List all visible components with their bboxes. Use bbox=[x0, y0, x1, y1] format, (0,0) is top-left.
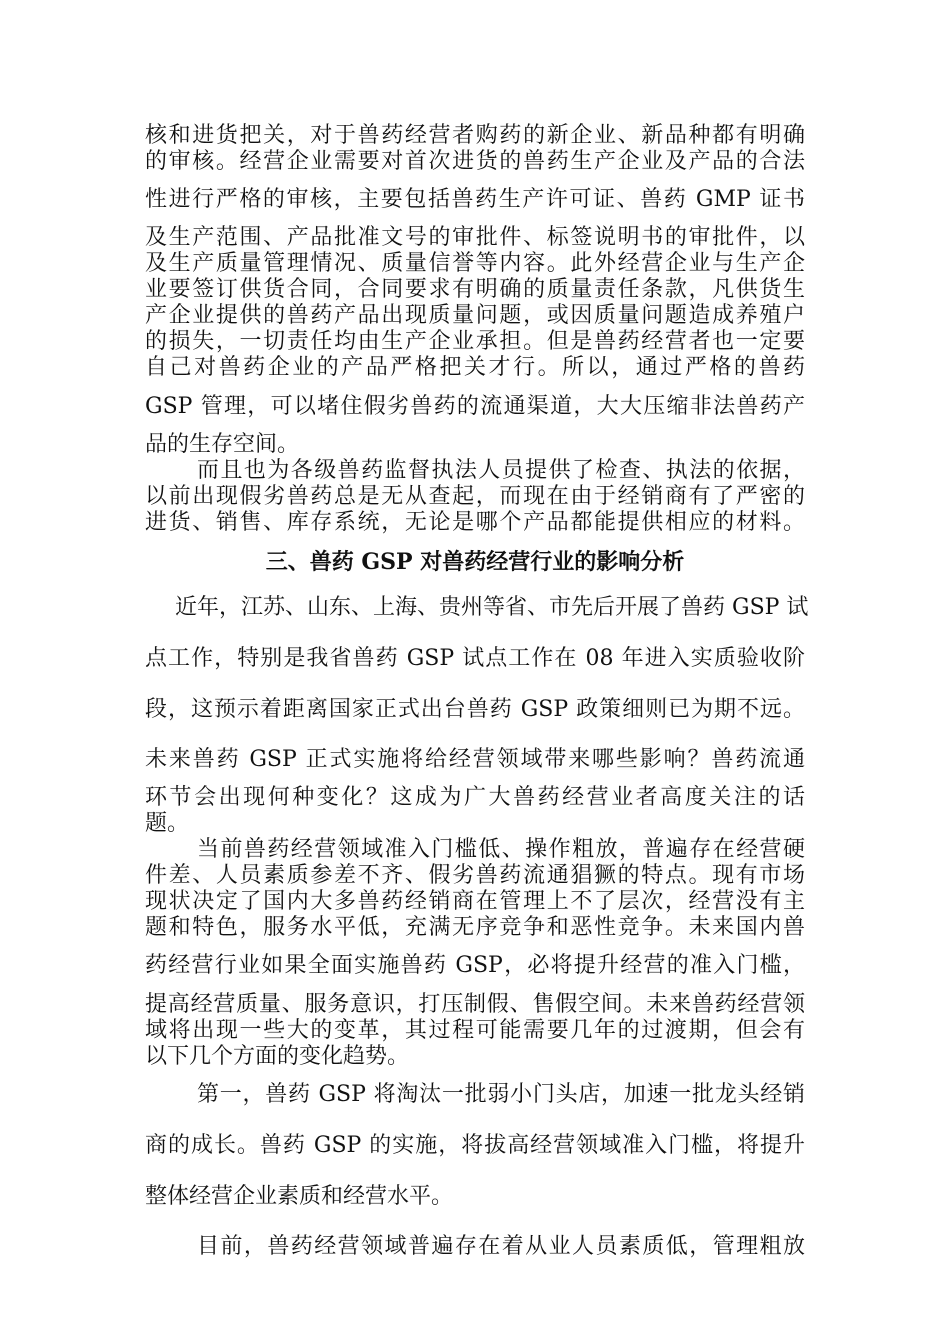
text-line: 自己对兽药企业的产品严格把关才行。所以，通过严格的兽药 bbox=[145, 355, 805, 380]
text-line: 的损失，一切责任均由生产企业承担。但是兽药经营者也一定要 bbox=[145, 329, 805, 354]
text-line: 进货、销售、库存系统，无论是哪个产品都能提供相应的材料。 bbox=[145, 510, 805, 535]
text-line: 产企业提供的兽药产品出现质量问题，或因质量问题造成养殖户 bbox=[145, 303, 805, 328]
text-line: 近年，江苏、山东、上海、贵州等省、市先后开展了兽药 GSP 试 bbox=[175, 595, 809, 620]
text-line: 第一，兽药 GSP 将淘汰一批弱小门头店，加速一批龙头经销 bbox=[197, 1082, 805, 1107]
text-line: 业要签订供货合同，合同要求有明确的质量责任条款，凡供货生 bbox=[145, 277, 805, 302]
text-line: 件差、人员素质参差不齐、假劣兽药流通猖獗的特点。现有市场 bbox=[145, 863, 805, 888]
text-line: 提高经营质量、服务意识，打压制假、售假空间。未来兽药经营领 bbox=[145, 992, 805, 1017]
text-line: 当前兽药经营领域准入门槛低、操作粗放，普遍存在经营硬 bbox=[197, 837, 805, 862]
text-line: 题和特色，服务水平低，充满无序竞争和恶性竞争。未来国内兽 bbox=[145, 915, 805, 940]
text-line: 而且也为各级兽药监督执法人员提供了检查、执法的依据， bbox=[197, 458, 805, 483]
text-line: 性进行严格的审核，主要包括兽药生产许可证、兽药 GMP 证书 bbox=[145, 187, 805, 212]
text-line: 域将出现一些大的变革，其过程可能需要几年的过渡期，但会有 bbox=[145, 1018, 805, 1043]
text-line: 题。 bbox=[145, 811, 190, 836]
text-line: 的审核。经营企业需要对首次进货的兽药生产企业及产品的合法 bbox=[145, 149, 805, 174]
text-line: 核和进货把关，对于兽药经营者购药的新企业、新品种都有明确 bbox=[145, 123, 805, 148]
section-heading: 三、兽药 GSP 对兽药经营行业的影响分析 bbox=[265, 549, 685, 575]
text-line: 点工作，特别是我省兽药 GSP 试点工作在 08 年进入实质验收阶 bbox=[145, 646, 805, 671]
text-line: 段，这预示着距离国家正式出台兽药 GSP 政策细则已为期不远。 bbox=[145, 697, 805, 722]
text-line: 及生产范围、产品批准文号的审批件、标签说明书的审批件，以 bbox=[145, 225, 805, 250]
text-line: 目前，兽药经营领域普遍存在着从业人员素质低，管理粗放 bbox=[197, 1234, 805, 1259]
text-line: 药经营行业如果全面实施兽药 GSP，必将提升经营的准入门槛， bbox=[145, 953, 805, 978]
text-line: 商的成长。兽药 GSP 的实施，将拔高经营领域准入门槛，将提升 bbox=[145, 1133, 805, 1158]
text-line: 品的生存空间。 bbox=[145, 432, 300, 457]
text-line: GSP 管理，可以堵住假劣兽药的流通渠道，大大压缩非法兽药产 bbox=[145, 394, 805, 419]
text-line: 未来兽药 GSP 正式实施将给经营领域带来哪些影响？兽药流通 bbox=[145, 747, 805, 772]
text-line: 以下几个方面的变化趋势。 bbox=[145, 1044, 410, 1069]
text-line: 环节会出现何种变化？这成为广大兽药经营业者高度关注的话 bbox=[145, 785, 805, 810]
text-line: 现状决定了国内大多兽药经销商在管理上不了层次，经营没有主 bbox=[145, 889, 805, 914]
text-line: 整体经营企业素质和经营水平。 bbox=[145, 1184, 454, 1209]
text-line: 及生产质量管理情况、质量信誉等内容。此外经营企业与生产企 bbox=[145, 251, 805, 276]
text-line: 以前出现假劣兽药总是无从查起，而现在由于经销商有了严密的 bbox=[145, 484, 805, 509]
